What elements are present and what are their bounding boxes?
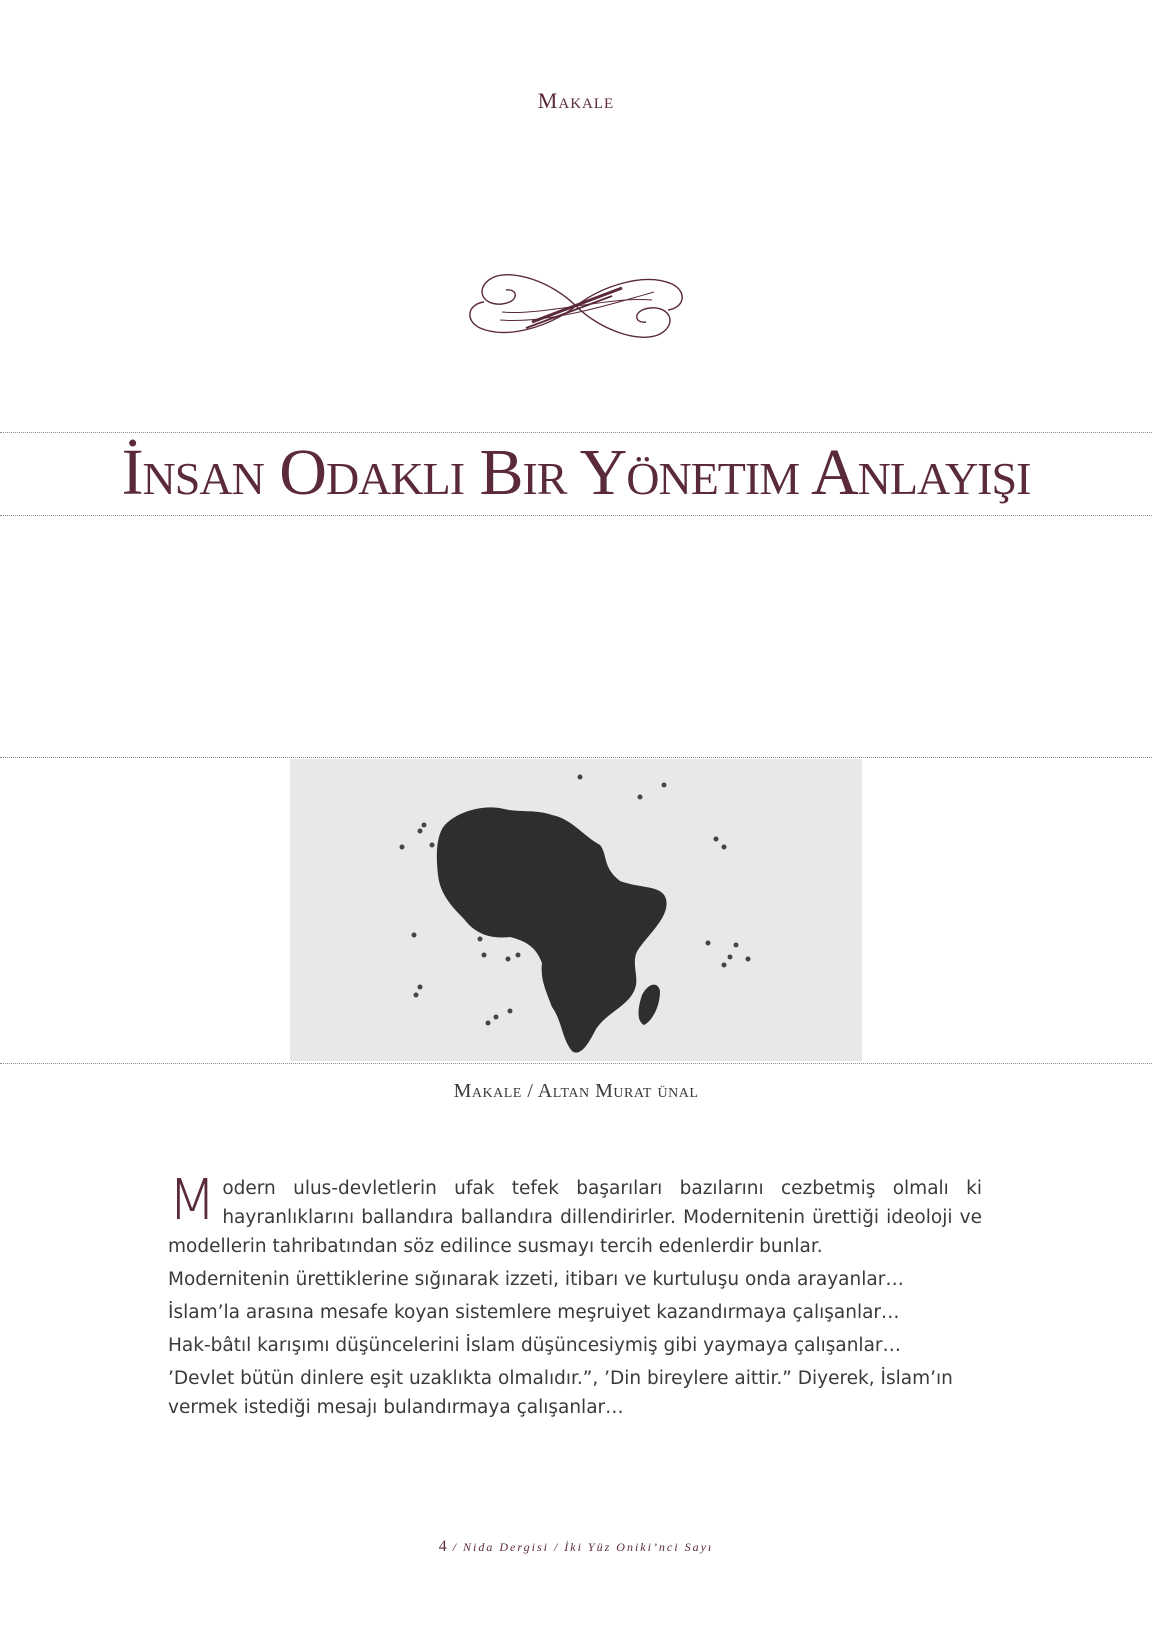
page-number: 4 xyxy=(438,1538,447,1555)
figure-rule-bottom xyxy=(0,1063,1152,1064)
drop-cap: M xyxy=(168,1168,217,1233)
article-title: İnsan Odaklı Bir Yönetim Anlayışı xyxy=(121,436,1031,509)
title-rule-top xyxy=(0,432,1152,433)
body-paragraph: ’Devlet bütün dinlere eşit uzaklıkta olmalıdır.”, ’Din bireylere aittir.” Diyerek, İslam’ın vermek istediği mesajı bulandırmaya çalışanlar… xyxy=(168,1368,953,1418)
article-body xyxy=(168,1168,982,1426)
figure-rule-top xyxy=(0,757,1152,758)
page-footer xyxy=(0,1538,1152,1556)
section-label: Makale xyxy=(537,88,615,113)
footer-text: / Nida Dergisi / İki Yüz Oniki’nci Sayı xyxy=(452,1540,714,1554)
body-paragraph: Hak-bâtıl karışımı düşüncelerini İslam düşüncesiymiş gibi yaymaya çalışanlar… xyxy=(168,1335,902,1356)
lead-paragraph xyxy=(168,1168,982,1261)
flourish-ornament xyxy=(462,262,690,350)
lead-text: odern ulus-devletlerin ufak tefek başarıları bazılarını cezbetmiş olmalı ki hayranlıklarını ballandıra ballandıra dillendirirler. Modernitenin ürettiği ideoloji ve modellerin tahribatından söz edilince susmayı tercih edenlerdir bunlar. xyxy=(168,1178,982,1257)
byline: Makale / Altan Murat ünal xyxy=(453,1080,699,1102)
title-rule-bottom xyxy=(0,515,1152,516)
africa-crowd-image xyxy=(290,759,862,1061)
body-paragraph: İslam’la arasına mesafe koyan sistemlere meşruiyet kazandırmaya çalışanlar… xyxy=(168,1302,900,1323)
body-paragraph: Modernitenin ürettiklerine sığınarak izzeti, itibarı ve kurtuluşu onda arayanlar… xyxy=(168,1269,904,1290)
